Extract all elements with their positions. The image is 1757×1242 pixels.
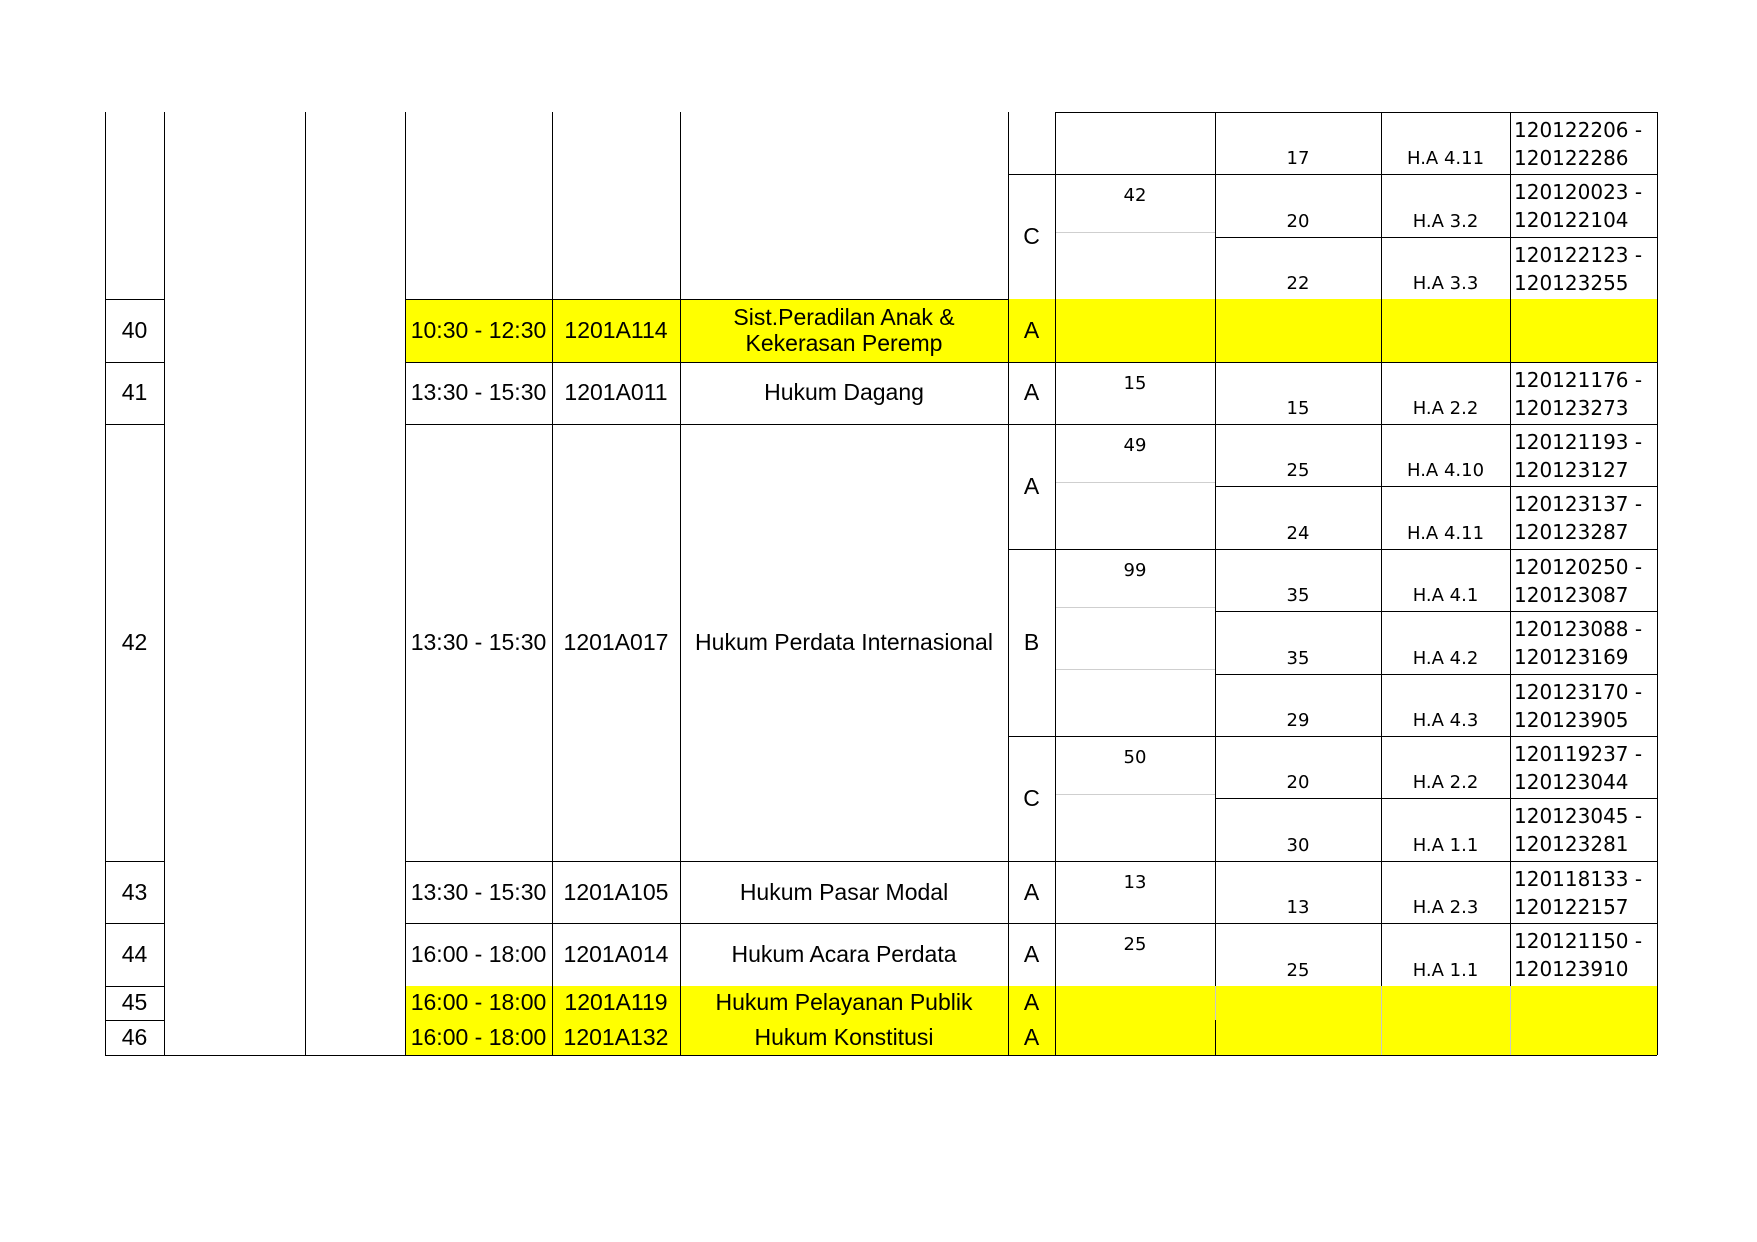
- course-name: Kekerasan Peremp: [745, 329, 943, 356]
- room-label: H.A 4.11: [1406, 522, 1485, 544]
- exam-time: 16:00 - 18:00: [410, 989, 547, 1016]
- grid-line: [105, 362, 164, 363]
- nim-range-end: 120123905: [1514, 707, 1629, 732]
- nim-range-start: 120119237 -: [1514, 742, 1643, 766]
- student-count: 25: [1286, 959, 1310, 981]
- class-letter: B: [1023, 628, 1040, 655]
- student-count: 13: [1286, 897, 1310, 919]
- grid-line: [1215, 112, 1216, 986]
- student-count: 35: [1286, 647, 1310, 669]
- grid-line: [1008, 923, 1215, 924]
- grid-line: [680, 112, 681, 1055]
- class-total: 50: [1123, 747, 1147, 768]
- grid-line: [1381, 112, 1382, 986]
- student-count: 22: [1286, 273, 1310, 295]
- grid-line: [405, 923, 1008, 924]
- class-letter: C: [1023, 223, 1040, 250]
- nim-range-start: 120123137 -: [1514, 492, 1643, 517]
- course-code: 1201A105: [563, 878, 669, 905]
- grid-line: [1055, 232, 1215, 233]
- grid-line: [1008, 112, 1009, 1055]
- grid-line: [405, 299, 1008, 300]
- grid-line: [164, 112, 165, 1055]
- grid-line: [1055, 112, 1056, 1055]
- course-name: Hukum Acara Perdata: [731, 940, 957, 967]
- nim-range-start: 120120250 -: [1514, 554, 1643, 579]
- grid-line: [1008, 861, 1215, 862]
- nim-range-start: 120121176 -: [1514, 367, 1643, 392]
- exam-time: 16:00 - 18:00: [410, 940, 547, 967]
- class-letter: A: [1023, 316, 1040, 343]
- nim-range-end: 120123273: [1514, 395, 1629, 420]
- grid-line: [1008, 736, 1215, 737]
- grid-line: [1510, 986, 1511, 1055]
- grid-line: [1055, 482, 1215, 483]
- grid-line: [405, 861, 1008, 862]
- grid-line: [1215, 923, 1657, 924]
- course-code: 1201A114: [564, 316, 668, 343]
- grid-line: [1215, 611, 1657, 612]
- class-letter: A: [1023, 472, 1040, 499]
- class-total: 13: [1123, 871, 1147, 893]
- grid-line: [1215, 237, 1657, 238]
- grid-line: [1008, 174, 1657, 175]
- grid-line: [1215, 674, 1657, 675]
- nim-range-end: 120123087: [1514, 582, 1629, 607]
- course-name: Hukum Pelayanan Publik: [715, 989, 973, 1016]
- nim-range-end: 120123127: [1514, 458, 1629, 482]
- row-number: 42: [121, 628, 148, 655]
- course-code: 1201A132: [563, 1023, 669, 1050]
- grid-line: [105, 299, 164, 300]
- grid-line: [1215, 424, 1657, 425]
- exam-time: 13:30 - 15:30: [410, 628, 547, 655]
- grid-line: [105, 424, 164, 425]
- nim-range-start: 120121150 -: [1514, 929, 1643, 954]
- course-name: Sist.Peradilan Anak &: [733, 303, 955, 330]
- student-count: 29: [1286, 710, 1310, 731]
- nim-range-end: 120122104: [1514, 208, 1629, 233]
- student-count: 35: [1286, 585, 1310, 607]
- room-label: H.A 1.1: [1412, 959, 1479, 981]
- nim-range-end: 120123044: [1514, 770, 1629, 794]
- class-letter: A: [1023, 940, 1040, 967]
- grid-line: [1657, 112, 1658, 1055]
- grid-line: [105, 1055, 1657, 1056]
- nim-range-start: 120123170 -: [1514, 679, 1643, 704]
- nim-range-start: 120121193 -: [1514, 430, 1643, 454]
- grid-line: [1215, 798, 1657, 799]
- nim-range-end: 120123169: [1514, 645, 1629, 670]
- grid-line: [305, 112, 306, 1055]
- room-label: H.A 4.3: [1412, 710, 1479, 731]
- exam-time: 13:30 - 15:30: [410, 379, 547, 406]
- course-code: 1201A011: [564, 379, 668, 406]
- room-label: H.A 4.2: [1412, 647, 1479, 669]
- nim-range-start: 120122206 -: [1514, 118, 1643, 142]
- grid-line: [105, 986, 164, 987]
- grid-line: [1055, 794, 1215, 795]
- grid-line: [1008, 424, 1215, 425]
- class-letter: A: [1023, 379, 1040, 406]
- student-count: 24: [1286, 522, 1310, 544]
- row-number: 44: [121, 940, 148, 967]
- class-total: 99: [1123, 559, 1147, 581]
- grid-line: [1215, 1020, 1216, 1055]
- row-number: 40: [121, 316, 148, 343]
- student-count: 17: [1286, 148, 1310, 170]
- grid-line: [1215, 486, 1657, 487]
- student-count: 15: [1286, 398, 1310, 419]
- student-count: 20: [1286, 772, 1310, 794]
- student-count: 25: [1286, 460, 1310, 482]
- grid-line: [1215, 986, 1216, 1021]
- course-code: 1201A017: [563, 628, 669, 655]
- nim-range-end: 120123910: [1514, 957, 1629, 982]
- grid-line: [552, 112, 553, 1055]
- room-label: H.A 2.2: [1412, 772, 1479, 794]
- grid-line: [405, 362, 1657, 363]
- row-number: 45: [121, 989, 148, 1016]
- course-name: Hukum Pasar Modal: [739, 878, 949, 905]
- room-label: H.A 3.3: [1412, 273, 1479, 295]
- row-number: 43: [121, 878, 148, 905]
- nim-range-start: 120120023 -: [1514, 180, 1643, 205]
- grid-line: [1055, 669, 1215, 670]
- nim-range-end: 120122157: [1514, 894, 1629, 919]
- course-name: Hukum Konstitusi: [754, 1023, 934, 1050]
- grid-line: [1381, 986, 1382, 1055]
- class-total: 42: [1123, 185, 1147, 207]
- exam-time: 13:30 - 15:30: [410, 878, 547, 905]
- room-label: H.A 4.10: [1406, 460, 1485, 482]
- grid-line: [105, 112, 106, 1055]
- exam-time: 16:00 - 18:00: [410, 1023, 547, 1050]
- row-number: 41: [121, 379, 148, 406]
- nim-range-end: 120123281: [1514, 832, 1629, 857]
- room-label: H.A 2.3: [1412, 897, 1479, 919]
- student-count: 30: [1286, 834, 1310, 856]
- student-count: 20: [1286, 210, 1310, 232]
- room-label: H.A 1.1: [1412, 834, 1479, 856]
- row-number: 46: [121, 1023, 148, 1050]
- grid-line: [1008, 549, 1215, 550]
- nim-range-end: 120123287: [1514, 520, 1629, 545]
- grid-line: [1055, 112, 1657, 113]
- nim-range-start: 120123088 -: [1514, 617, 1643, 642]
- nim-range-start: 120118133 -: [1514, 866, 1643, 891]
- course-name: Hukum Dagang: [764, 379, 924, 406]
- course-name: Hukum Perdata Internasional: [695, 628, 993, 655]
- grid-line: [405, 424, 1008, 425]
- class-total: 25: [1123, 934, 1147, 956]
- grid-line: [105, 923, 164, 924]
- room-label: H.A 2.2: [1412, 398, 1479, 419]
- course-code: 1201A014: [563, 940, 669, 967]
- class-letter: A: [1023, 989, 1040, 1016]
- nim-range-start: 120123045 -: [1514, 804, 1643, 829]
- grid-line: [1215, 736, 1657, 737]
- grid-line: [1215, 549, 1657, 550]
- grid-line: [105, 1020, 164, 1021]
- course-code: 1201A119: [564, 989, 668, 1016]
- class-letter: A: [1023, 1023, 1040, 1050]
- grid-line: [105, 861, 164, 862]
- class-letter: A: [1023, 878, 1040, 905]
- room-label: H.A 4.11: [1406, 148, 1485, 170]
- nim-range-end: 120123255: [1514, 270, 1629, 295]
- exam-time: 10:30 - 12:30: [410, 316, 547, 343]
- class-total: 49: [1123, 435, 1147, 456]
- room-label: H.A 3.2: [1412, 210, 1479, 232]
- nim-range-start: 120122123 -: [1514, 242, 1643, 267]
- grid-line: [405, 112, 406, 1055]
- grid-line: [1055, 607, 1215, 608]
- nim-range-end: 120122286: [1514, 146, 1629, 170]
- room-label: H.A 4.1: [1412, 585, 1479, 607]
- grid-line: [1215, 861, 1657, 862]
- class-letter: C: [1023, 784, 1040, 811]
- grid-line: [1510, 112, 1511, 986]
- class-total: 15: [1123, 372, 1147, 394]
